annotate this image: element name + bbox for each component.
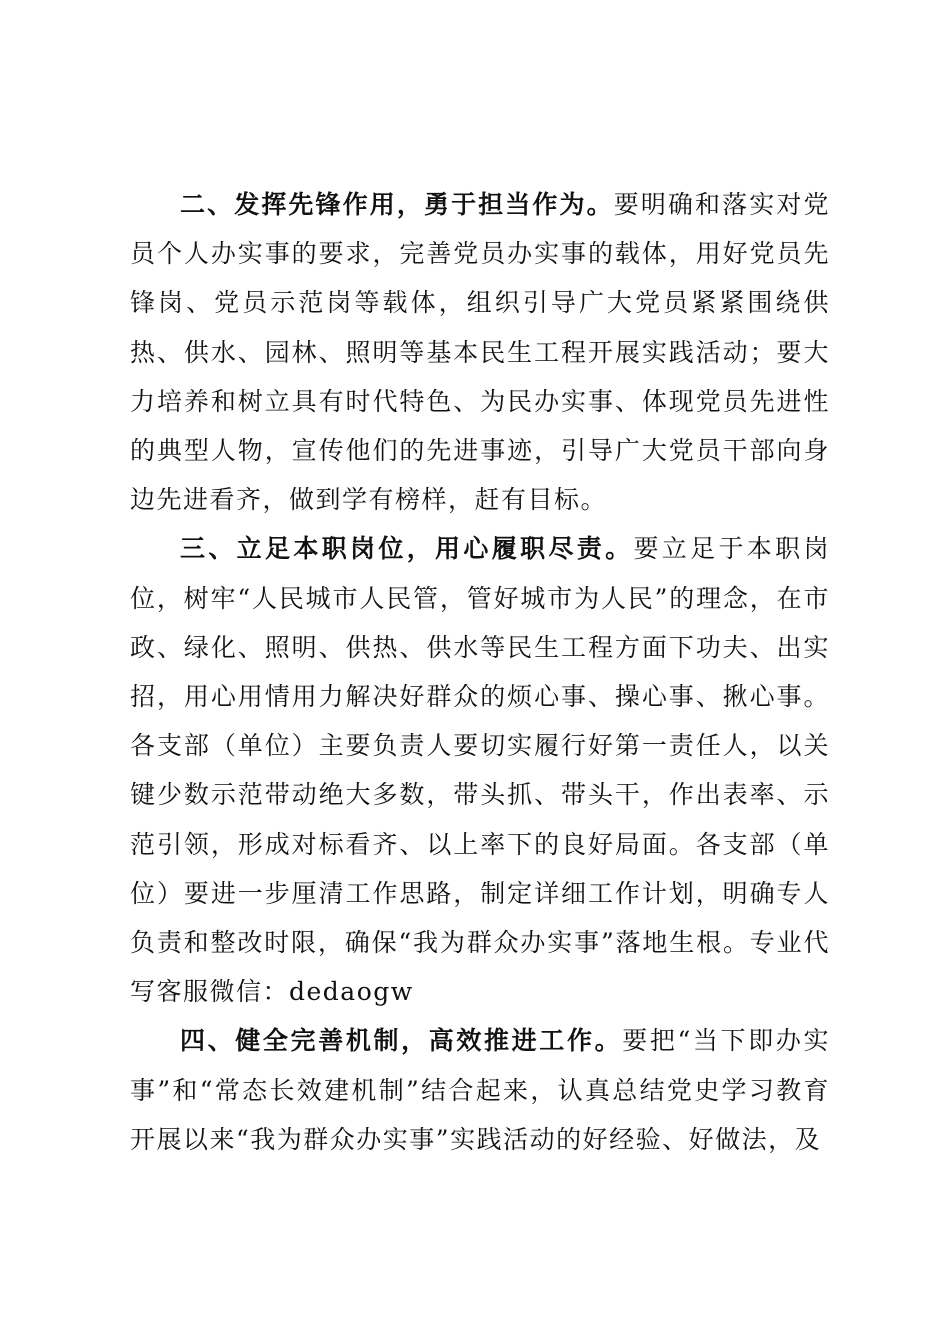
paragraph-body: 要把“当下即办实事”和“常态长效建机制”结合起来，认真总结党史学习教育开展以来“我为群众办实事”实践活动的好经验、好做法，及 — [130, 1026, 830, 1154]
paragraph-3 — [130, 524, 830, 1016]
paragraph-body: 要明确和落实对党员个人办实事的要求，完善党员办实事的载体，用好党员先锋岗、党员示范岗等载体，组织引导广大党员紧紧围绕供热、供水、园林、照明等基本民生工程开展实践活动；要大力培养和树立具有时代特色、为民办实事、体现党员先进性的典型人物，宣传他们的先进事迹，引导广大党员干部向身边先进看齐，做到学有榜样，赶有目标。 — [130, 190, 830, 515]
paragraph-body: 要立足于本职岗位，树牢“人民城市人民管，管好城市为人民”的理念，在市政、绿化、照明、供热、供水等民生工程方面下功夫、出实招，用心用情用力解决好群众的烦心事、操心事、揪心事。各支部（单位）主要负责人要切实履行好第一责任人，以关键少数示范带动绝大多数，带头抓、带头干，作出表率、示范引领，形成对标看齐、以上率下的良好局面。各支部（单位）要进一步厘清工作思路，制定详细工作计划，明确专人负责和整改时限，确保“我为群众办实事”落地生根。专业代写客服微信：dedaogw — [130, 534, 830, 1007]
paragraph-heading: 四、健全完善机制，高效推进工作。 — [180, 1026, 623, 1056]
paragraph-heading: 三、立足本职岗位，用心履职尽责。 — [180, 534, 634, 564]
paragraph-heading: 二、发挥先锋作用，勇于担当作为。 — [180, 190, 614, 219]
paragraph-4 — [130, 1016, 830, 1164]
paragraph-2 — [130, 180, 830, 524]
document-page — [130, 180, 830, 1164]
